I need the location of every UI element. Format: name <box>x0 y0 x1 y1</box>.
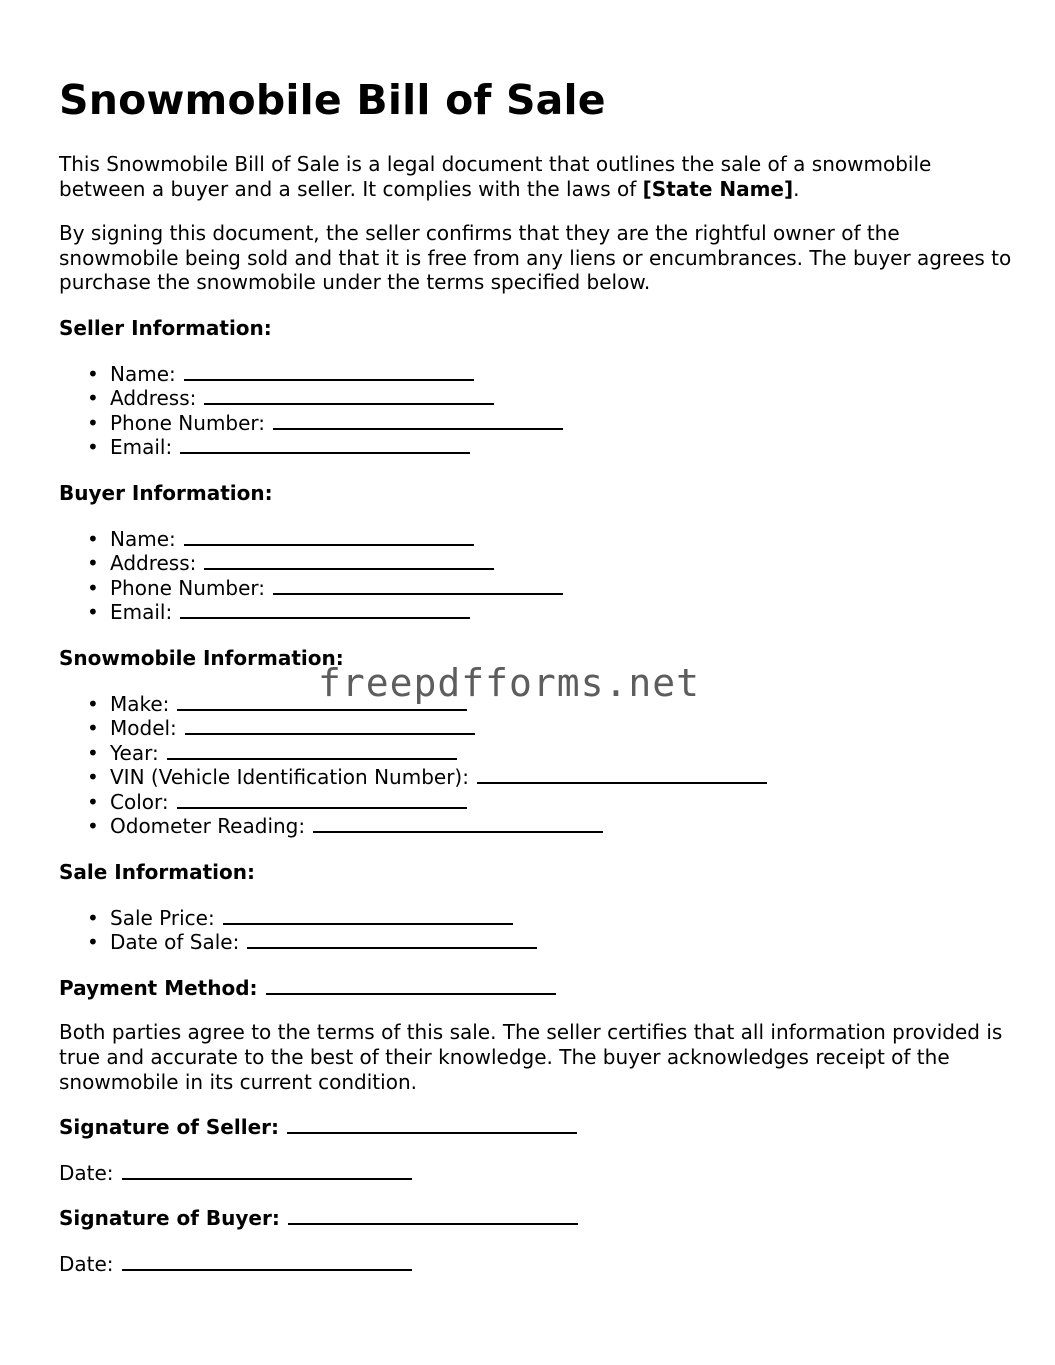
field-label: Address: <box>110 386 197 411</box>
sale-price-blank[interactable] <box>223 907 513 925</box>
snowmobile-model-blank[interactable] <box>185 717 475 735</box>
declaration-paragraph: By signing this document, the seller confirms that they are the rightful owner of the snowmobile being sold and that it is free from any liens or encumbrances. The buyer agrees to purchase the snowmobile under the terms specified below. <box>59 221 1012 295</box>
buyer-email-blank[interactable] <box>180 601 470 619</box>
bullet: • <box>87 716 99 741</box>
field-label: Year: <box>110 740 159 765</box>
buyer-signature-label: Signature of Buyer: <box>59 1206 280 1231</box>
field-label: Color: <box>110 789 169 814</box>
snowmobile-odometer-field <box>59 814 1019 839</box>
snowmobile-odometer-blank[interactable] <box>313 815 603 833</box>
buyer-name-field <box>59 527 1019 552</box>
seller-signature-field <box>59 1115 1019 1140</box>
seller-name-blank[interactable] <box>184 363 474 381</box>
snowmobile-vin-field <box>59 765 1019 790</box>
field-label: Phone Number: <box>110 410 266 435</box>
bullet: • <box>87 765 99 790</box>
snowmobile-year-field <box>59 741 1019 766</box>
seller-date-field <box>59 1161 1019 1186</box>
seller-address-blank[interactable] <box>204 387 494 405</box>
buyer-heading: Buyer Information: <box>59 480 273 505</box>
field-label: Sale Price: <box>110 905 215 930</box>
seller-phone-blank[interactable] <box>273 412 563 430</box>
seller-name-field <box>59 362 1019 387</box>
buyer-date-field <box>59 1252 1019 1277</box>
sale-date-blank[interactable] <box>247 931 537 949</box>
bullet: • <box>87 410 99 435</box>
field-label: Address: <box>110 551 197 576</box>
payment-method-field <box>59 976 1019 1001</box>
payment-method-blank[interactable] <box>266 977 556 995</box>
seller-address-field <box>59 386 1019 411</box>
bullet: • <box>87 930 99 955</box>
intro-text: This Snowmobile Bill of Sale is a legal document that outlines the sale of a snowmobile between a buyer and a seller. It complies with the laws of <box>59 152 932 201</box>
buyer-name-blank[interactable] <box>184 528 474 546</box>
bullet: • <box>87 814 99 839</box>
sale-field-list <box>59 906 1019 955</box>
snowmobile-vin-blank[interactable] <box>477 766 767 784</box>
snowmobile-field-list <box>59 692 1019 840</box>
sale-date-field <box>59 930 1019 955</box>
intro-text-end: . <box>793 176 800 201</box>
seller-phone-field <box>59 411 1019 436</box>
buyer-field-list <box>59 527 1019 625</box>
bullet: • <box>87 551 99 576</box>
bullet: • <box>87 905 99 930</box>
field-label: VIN (Vehicle Identification Number): <box>110 765 469 790</box>
buyer-address-field <box>59 551 1019 576</box>
buyer-date-label: Date: <box>59 1252 114 1276</box>
seller-email-field <box>59 435 1019 460</box>
field-label: Email: <box>110 435 173 460</box>
bullet: • <box>87 386 99 411</box>
bullet: • <box>87 435 99 460</box>
seller-heading: Seller Information: <box>59 315 272 340</box>
seller-signature-label: Signature of Seller: <box>59 1115 280 1140</box>
buyer-signature-field <box>59 1206 1019 1231</box>
buyer-address-blank[interactable] <box>204 552 494 570</box>
bullet: • <box>87 789 99 814</box>
buyer-email-field <box>59 600 1019 625</box>
snowmobile-model-field <box>59 716 1019 741</box>
seller-date-blank[interactable] <box>122 1162 412 1180</box>
field-label: Name: <box>110 526 176 551</box>
intro-paragraph <box>59 152 1019 201</box>
buyer-phone-blank[interactable] <box>273 577 563 595</box>
snowmobile-color-field <box>59 790 1019 815</box>
state-name-placeholder: [State Name] <box>642 176 794 201</box>
buyer-phone-field <box>59 576 1019 601</box>
sale-price-field <box>59 906 1019 931</box>
seller-date-label: Date: <box>59 1160 114 1185</box>
document-title: Snowmobile Bill of Sale <box>59 76 606 124</box>
seller-field-list <box>59 362 1019 460</box>
bullet: • <box>87 575 99 600</box>
snowmobile-color-blank[interactable] <box>177 791 467 809</box>
seller-signature-blank[interactable] <box>287 1116 577 1134</box>
snowmobile-year-blank[interactable] <box>167 742 457 760</box>
field-label: Make: <box>110 691 170 716</box>
buyer-date-blank[interactable] <box>122 1253 412 1271</box>
field-label: Odometer Reading: <box>110 814 306 839</box>
sale-heading: Sale Information: <box>59 860 255 885</box>
field-label: Email: <box>110 600 173 625</box>
document-page <box>59 0 1019 1277</box>
bullet: • <box>87 361 99 386</box>
field-label: Name: <box>110 361 176 386</box>
watermark: freepdfforms.net <box>318 661 701 705</box>
payment-method-label: Payment Method: <box>59 975 258 1000</box>
snowmobile-heading: Snowmobile Information: <box>59 645 344 670</box>
field-label: Phone Number: <box>110 575 266 600</box>
bullet: • <box>87 740 99 765</box>
seller-email-blank[interactable] <box>180 436 470 454</box>
field-label: Model: <box>110 716 177 741</box>
field-label: Date of Sale: <box>110 930 240 955</box>
agreement-paragraph: Both parties agree to the terms of this sale. The seller certifies that all information provided is true and accurate to the best of their knowledge. The buyer acknowledges receipt of the snowmobile in its current condition. <box>59 1020 1003 1094</box>
bullet: • <box>87 600 99 625</box>
bullet: • <box>87 526 99 551</box>
buyer-signature-blank[interactable] <box>288 1207 578 1225</box>
bullet: • <box>87 691 99 716</box>
